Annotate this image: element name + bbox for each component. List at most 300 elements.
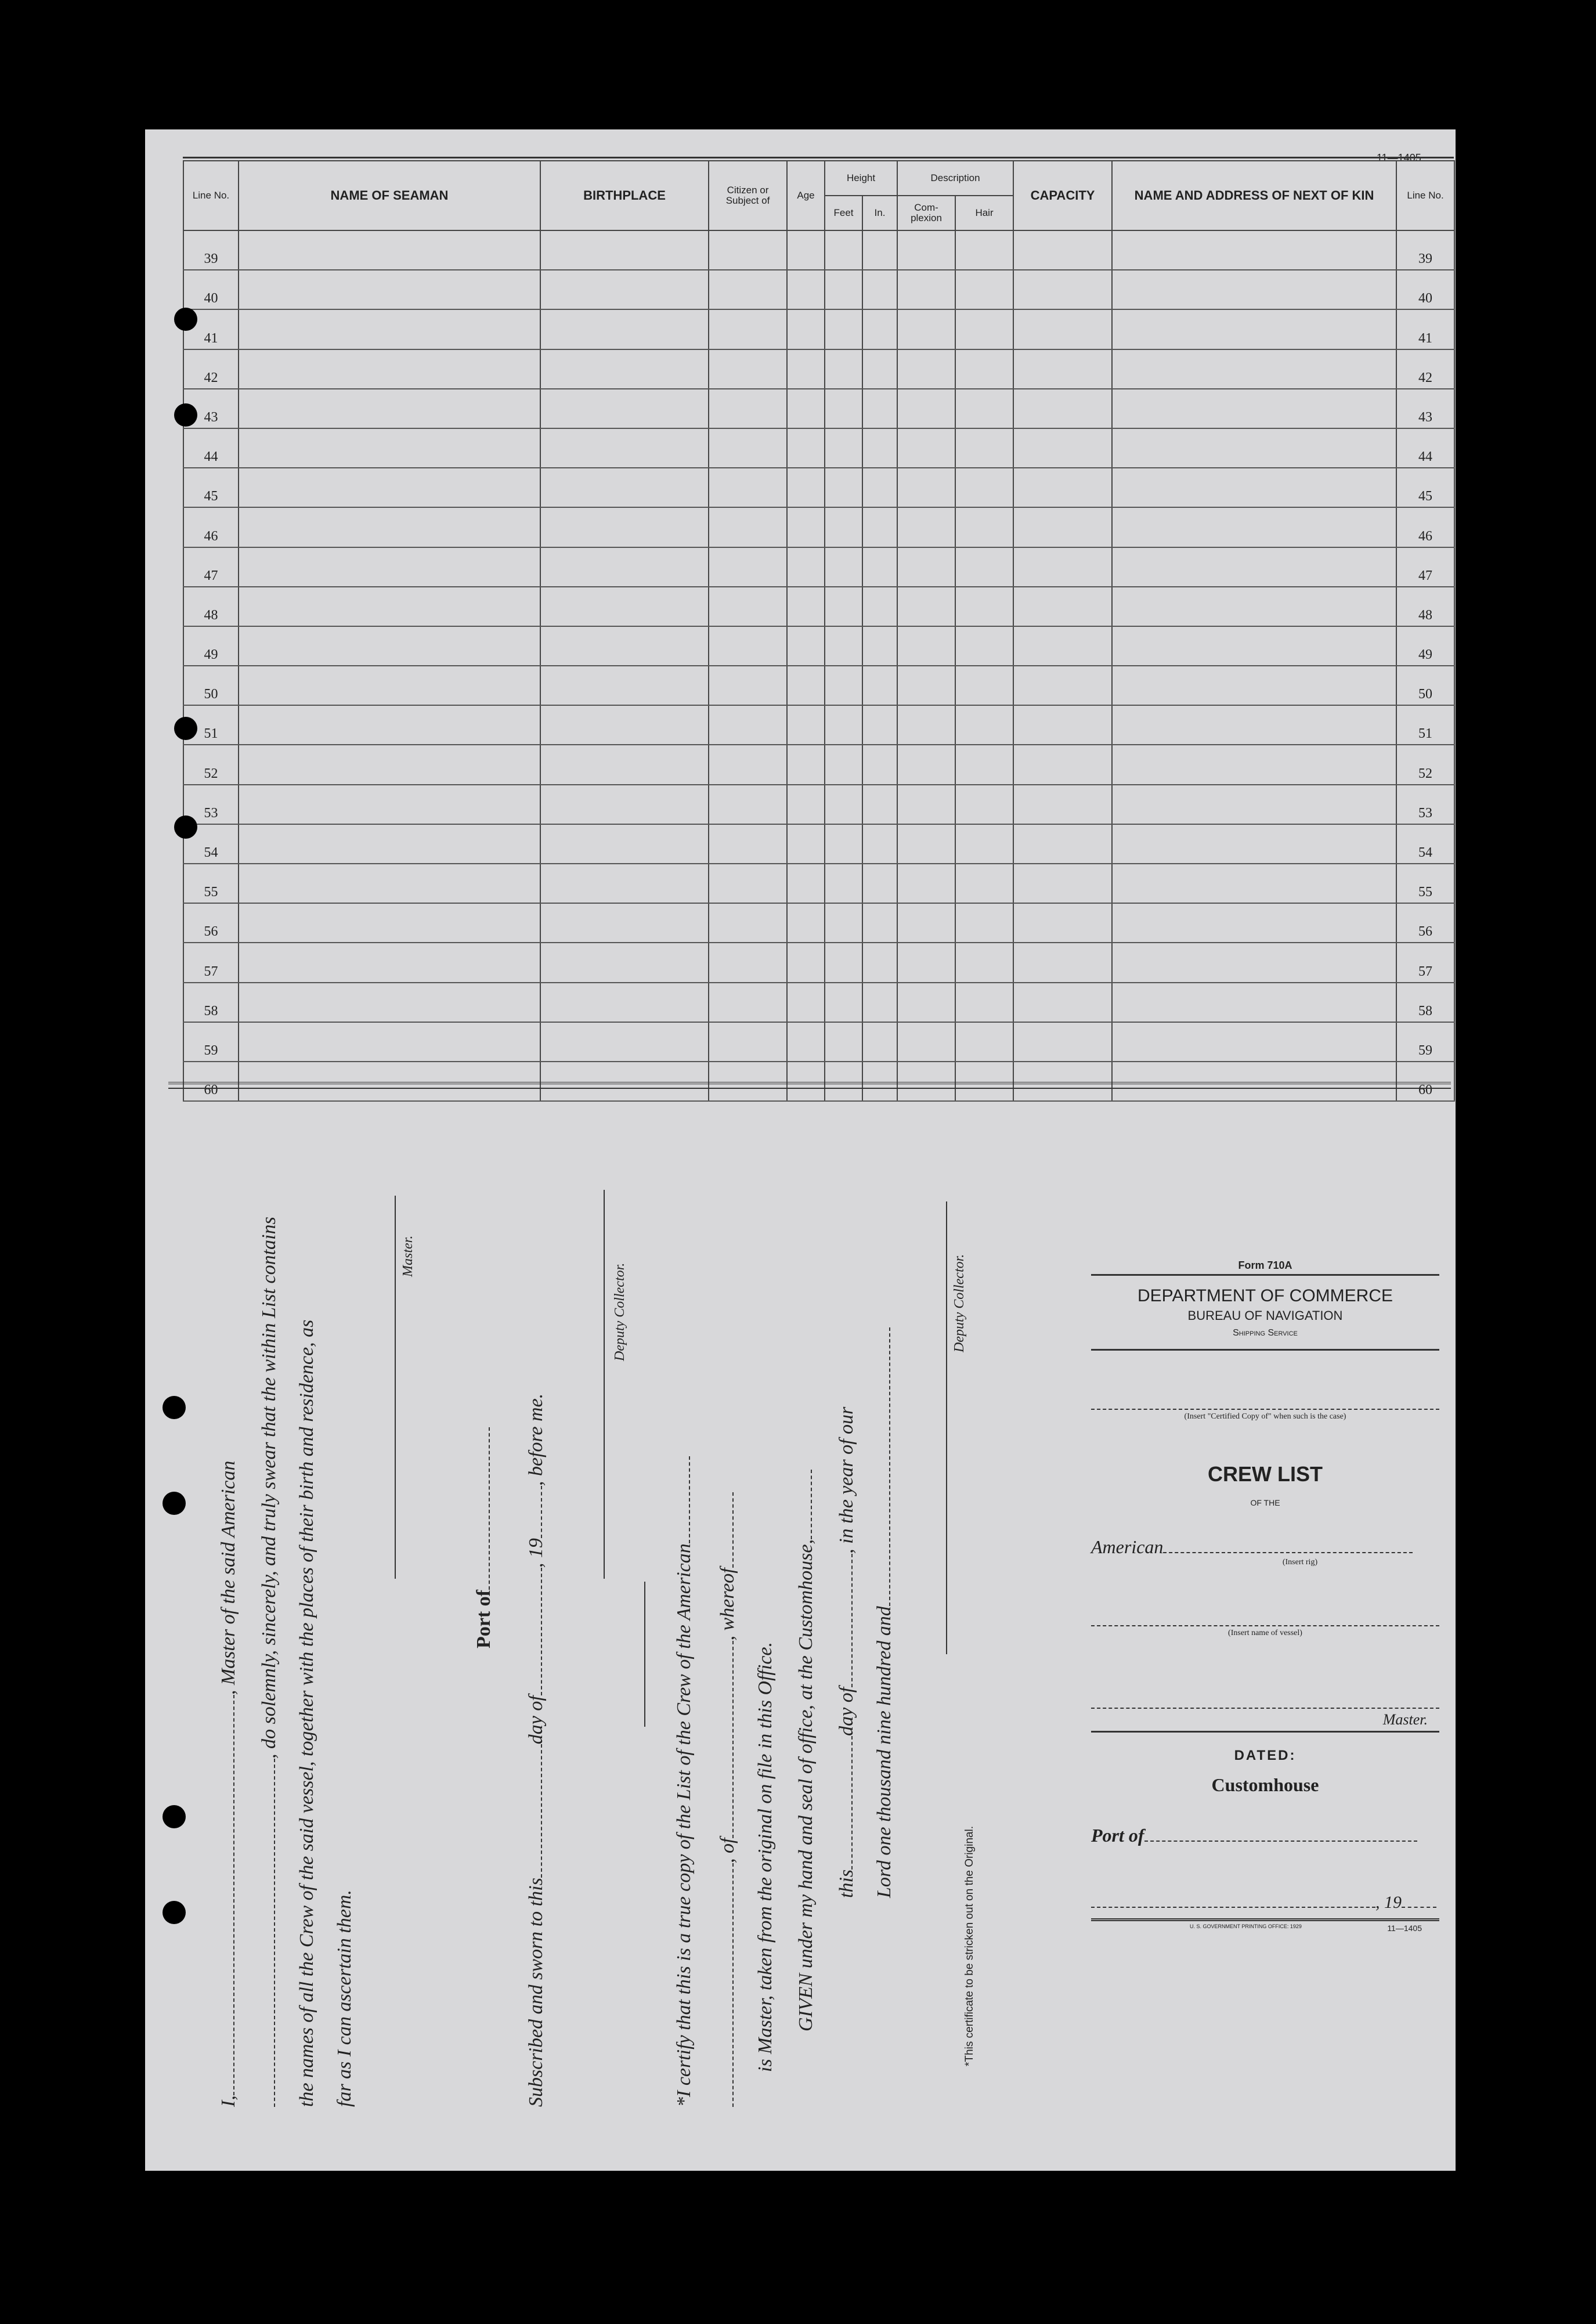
line-number-right: 57 bbox=[1396, 943, 1454, 982]
binder-hole bbox=[163, 1396, 186, 1419]
blank-cell bbox=[897, 547, 955, 587]
blank-cell bbox=[825, 309, 862, 349]
line-number-left: 45 bbox=[183, 468, 239, 507]
blank-cell bbox=[709, 785, 787, 824]
header-line-no: Line No. bbox=[183, 161, 239, 230]
certificate-line-1: *I certify that this is a true copy of the List of the Crew of the American bbox=[673, 1456, 695, 2107]
blank-cell bbox=[709, 507, 787, 547]
blank-cell bbox=[709, 270, 787, 309]
blank-cell bbox=[862, 587, 897, 626]
blank-cell bbox=[1013, 507, 1112, 547]
cover-certified-note: (Insert "Certified Copy of" when such is the case) bbox=[1184, 1412, 1346, 1421]
blank-cell bbox=[1013, 428, 1112, 468]
blank-cell bbox=[239, 587, 540, 626]
blank-cell bbox=[1013, 468, 1112, 507]
blank-cell bbox=[825, 824, 862, 864]
certificate-line-2: , of, whereof bbox=[717, 1492, 739, 2107]
table-row bbox=[183, 824, 1454, 864]
line-number-left: 52 bbox=[183, 745, 239, 784]
header-height: Height bbox=[825, 161, 897, 196]
table-row bbox=[183, 468, 1454, 507]
blank-cell bbox=[709, 389, 787, 428]
blank-cell bbox=[955, 943, 1013, 982]
blank-cell bbox=[239, 428, 540, 468]
blank-cell bbox=[862, 626, 897, 666]
line-number-right: 51 bbox=[1396, 705, 1454, 745]
blank-cell bbox=[239, 983, 540, 1022]
blank-cell bbox=[239, 507, 540, 547]
blank-cell bbox=[709, 230, 787, 270]
line-number-left: 41 bbox=[183, 309, 239, 349]
blank-cell bbox=[787, 230, 825, 270]
blank-cell bbox=[1112, 824, 1396, 864]
line-number-left: 57 bbox=[183, 943, 239, 982]
blank-cell bbox=[1112, 587, 1396, 626]
blank-cell bbox=[239, 705, 540, 745]
blank-cell bbox=[239, 468, 540, 507]
line-number-left: 60 bbox=[183, 1062, 239, 1101]
line-number-right: 50 bbox=[1396, 666, 1454, 705]
blank-cell bbox=[1112, 349, 1396, 389]
blank-cell bbox=[709, 666, 787, 705]
blank-cell bbox=[239, 745, 540, 784]
blank-cell bbox=[862, 309, 897, 349]
line-number-left: 44 bbox=[183, 428, 239, 468]
blank-cell bbox=[239, 785, 540, 824]
blank-cell bbox=[787, 468, 825, 507]
line-number-left: 39 bbox=[183, 230, 239, 270]
blank-cell bbox=[1112, 745, 1396, 784]
divider-rule bbox=[644, 1582, 645, 1727]
blank-cell bbox=[239, 230, 540, 270]
blank-cell bbox=[787, 547, 825, 587]
table-row bbox=[183, 864, 1454, 903]
blank-cell bbox=[239, 270, 540, 309]
line-number-right: 45 bbox=[1396, 468, 1454, 507]
line-number-right: 39 bbox=[1396, 230, 1454, 270]
blank-cell bbox=[239, 626, 540, 666]
cover-form-number: Form 710A bbox=[1238, 1260, 1292, 1271]
blank-cell bbox=[787, 349, 825, 389]
blank-cell bbox=[787, 983, 825, 1022]
blank-cell bbox=[825, 983, 862, 1022]
blank-cell bbox=[1013, 1022, 1112, 1062]
blank-cell bbox=[1013, 349, 1112, 389]
blank-cell bbox=[709, 428, 787, 468]
blank-cell bbox=[709, 349, 787, 389]
blank-cell bbox=[825, 587, 862, 626]
blank-cell bbox=[825, 349, 862, 389]
table-row bbox=[183, 230, 1454, 270]
blank-cell bbox=[897, 943, 955, 982]
blank-cell bbox=[1112, 507, 1396, 547]
line-number-left: 54 bbox=[183, 824, 239, 864]
blank-cell bbox=[897, 270, 955, 309]
table-row bbox=[183, 705, 1454, 745]
blank-cell bbox=[955, 547, 1013, 587]
blank-cell bbox=[897, 507, 955, 547]
blank-cell bbox=[897, 666, 955, 705]
header-feet: Feet bbox=[825, 196, 862, 230]
blank-cell bbox=[1112, 389, 1396, 428]
blank-cell bbox=[239, 309, 540, 349]
blank-cell bbox=[709, 983, 787, 1022]
line-number-left: 46 bbox=[183, 507, 239, 547]
blank-cell bbox=[709, 587, 787, 626]
binder-hole bbox=[163, 1492, 186, 1515]
blank-cell bbox=[1112, 309, 1396, 349]
blank-cell bbox=[955, 309, 1013, 349]
line-number-left: 50 bbox=[183, 666, 239, 705]
blank-cell bbox=[787, 428, 825, 468]
cover-title: CREW LIST bbox=[1208, 1462, 1323, 1486]
master-signature-line bbox=[395, 1196, 396, 1579]
blank-cell bbox=[787, 309, 825, 349]
oath-master-label: Master. bbox=[400, 1235, 416, 1277]
table-row bbox=[183, 389, 1454, 428]
blank-cell bbox=[862, 1022, 897, 1062]
crew-table-body bbox=[183, 230, 1454, 1101]
blank-cell bbox=[955, 666, 1013, 705]
blank-cell bbox=[540, 349, 709, 389]
header-description: Description bbox=[897, 161, 1013, 196]
blank-cell bbox=[540, 705, 709, 745]
blank-cell bbox=[825, 903, 862, 943]
line-number-right: 46 bbox=[1396, 507, 1454, 547]
blank-cell bbox=[897, 626, 955, 666]
blank-cell bbox=[540, 824, 709, 864]
header-capacity: CAPACITY bbox=[1013, 161, 1112, 230]
blank-cell bbox=[239, 824, 540, 864]
line-number-left: 58 bbox=[183, 983, 239, 1022]
blank-cell bbox=[1013, 745, 1112, 784]
blank-cell bbox=[239, 389, 540, 428]
cover-customhouse: Customhouse bbox=[1211, 1774, 1319, 1795]
blank-cell bbox=[897, 587, 955, 626]
blank-cell bbox=[1112, 864, 1396, 903]
blank-cell bbox=[862, 428, 897, 468]
blank-cell bbox=[862, 705, 897, 745]
line-number-left: 51 bbox=[183, 705, 239, 745]
blank-cell bbox=[1013, 547, 1112, 587]
blank-cell bbox=[955, 983, 1013, 1022]
line-number-right: 60 bbox=[1396, 1062, 1454, 1101]
line-number-left: 56 bbox=[183, 903, 239, 943]
blank-cell bbox=[1112, 785, 1396, 824]
blank-cell bbox=[897, 230, 955, 270]
blank-cell bbox=[787, 1022, 825, 1062]
blank-cell bbox=[1013, 864, 1112, 903]
blank-cell bbox=[1112, 270, 1396, 309]
table-row bbox=[183, 428, 1454, 468]
table-row bbox=[183, 666, 1454, 705]
blank-cell bbox=[1112, 547, 1396, 587]
blank-cell bbox=[239, 349, 540, 389]
header-citizen: Citizen or Subject of bbox=[709, 161, 787, 230]
blank-cell bbox=[239, 943, 540, 982]
cover-dated: DATED: bbox=[1234, 1748, 1297, 1763]
certificate-footnote: *This certificate to be stricken out on the Original. bbox=[963, 1826, 976, 2066]
blank-cell bbox=[825, 745, 862, 784]
line-number-right: 44 bbox=[1396, 428, 1454, 468]
table-row bbox=[183, 1022, 1454, 1062]
blank-cell bbox=[825, 428, 862, 468]
crew-table bbox=[183, 160, 1455, 1102]
blank-cell bbox=[897, 824, 955, 864]
blank-cell bbox=[540, 270, 709, 309]
blank-cell bbox=[862, 468, 897, 507]
table-row bbox=[183, 309, 1454, 349]
blank-cell bbox=[787, 626, 825, 666]
blank-cell bbox=[825, 864, 862, 903]
blank-cell bbox=[540, 587, 709, 626]
blank-cell bbox=[825, 666, 862, 705]
blank-cell bbox=[787, 785, 825, 824]
oath-line-3: the names of all the Crew of the said vessel, together with the places of their birth and residence, as bbox=[296, 1319, 317, 2107]
blank-cell bbox=[825, 468, 862, 507]
blank-cell bbox=[787, 903, 825, 943]
blank-cell bbox=[897, 705, 955, 745]
line-number-right: 52 bbox=[1396, 745, 1454, 784]
certificate-line-6: Lord one thousand nine hundred and bbox=[873, 1327, 896, 1898]
line-number-left: 42 bbox=[183, 349, 239, 389]
blank-cell bbox=[787, 824, 825, 864]
blank-cell bbox=[239, 666, 540, 705]
blank-cell bbox=[955, 1022, 1013, 1062]
blank-cell bbox=[897, 309, 955, 349]
blank-cell bbox=[955, 903, 1013, 943]
blank-cell bbox=[1013, 626, 1112, 666]
line-number-right: 48 bbox=[1396, 587, 1454, 626]
oath-deputy-label: Deputy Collector. bbox=[612, 1262, 627, 1361]
blank-cell bbox=[787, 587, 825, 626]
blank-cell bbox=[540, 230, 709, 270]
table-row bbox=[183, 547, 1454, 587]
blank-cell bbox=[862, 943, 897, 982]
form-code-top: 11—1405 bbox=[1377, 152, 1421, 164]
blank-cell bbox=[540, 428, 709, 468]
blank-cell bbox=[540, 507, 709, 547]
blank-cell bbox=[540, 547, 709, 587]
line-number-right: 59 bbox=[1396, 1022, 1454, 1062]
cover-panel bbox=[1091, 1260, 1439, 1933]
blank-cell bbox=[1112, 428, 1396, 468]
cover-service: Shipping Service bbox=[1233, 1328, 1298, 1338]
cover-department: DEPARTMENT OF COMMERCE bbox=[1137, 1286, 1393, 1305]
blank-cell bbox=[1013, 983, 1112, 1022]
blank-cell bbox=[709, 864, 787, 903]
table-row bbox=[183, 745, 1454, 784]
line-number-right: 55 bbox=[1396, 864, 1454, 903]
table-row bbox=[183, 903, 1454, 943]
blank-cell bbox=[787, 943, 825, 982]
blank-cell bbox=[825, 389, 862, 428]
blank-cell bbox=[1112, 903, 1396, 943]
line-number-left: 43 bbox=[183, 389, 239, 428]
blank-cell bbox=[825, 785, 862, 824]
blank-cell bbox=[955, 785, 1013, 824]
blank-cell bbox=[862, 230, 897, 270]
blank-cell bbox=[540, 864, 709, 903]
blank-cell bbox=[862, 785, 897, 824]
table-row bbox=[183, 983, 1454, 1022]
blank-cell bbox=[709, 547, 787, 587]
blank-cell bbox=[955, 626, 1013, 666]
blank-cell bbox=[897, 785, 955, 824]
oath-subscribed: Subscribed and sworn to thisday of, 19, before me. bbox=[525, 1393, 547, 2107]
blank-cell bbox=[787, 389, 825, 428]
header-complexion: Com-plexion bbox=[897, 196, 955, 230]
blank-cell bbox=[1013, 666, 1112, 705]
header-line-no-right: Line No. bbox=[1396, 161, 1454, 230]
blank-cell bbox=[955, 587, 1013, 626]
line-number-right: 53 bbox=[1396, 785, 1454, 824]
blank-cell bbox=[1112, 468, 1396, 507]
oath-line-1: I,, Master of the said American bbox=[218, 1460, 239, 2107]
blank-cell bbox=[897, 389, 955, 428]
blank-cell bbox=[787, 745, 825, 784]
line-number-right: 56 bbox=[1396, 903, 1454, 943]
table-row bbox=[183, 349, 1454, 389]
blank-cell bbox=[540, 1022, 709, 1062]
line-number-left: 55 bbox=[183, 864, 239, 903]
blank-cell bbox=[1013, 309, 1112, 349]
blank-cell bbox=[709, 468, 787, 507]
blank-cell bbox=[540, 309, 709, 349]
cover-master-label: Master. bbox=[1382, 1711, 1428, 1728]
oath-line-4: far as I can ascertain them. bbox=[334, 1890, 355, 2107]
deputy-signature-line bbox=[604, 1190, 605, 1579]
blank-cell bbox=[825, 507, 862, 547]
blank-cell bbox=[955, 389, 1013, 428]
blank-cell bbox=[862, 547, 897, 587]
binder-hole bbox=[174, 815, 197, 839]
blank-cell bbox=[955, 349, 1013, 389]
line-number-right: 42 bbox=[1396, 349, 1454, 389]
blank-cell bbox=[1112, 983, 1396, 1022]
blank-cell bbox=[1013, 943, 1112, 982]
blank-cell bbox=[239, 547, 540, 587]
header-birthplace: BIRTHPLACE bbox=[540, 161, 709, 230]
blank-cell bbox=[862, 507, 897, 547]
header-age: Age bbox=[787, 161, 825, 230]
blank-cell bbox=[1013, 705, 1112, 745]
blank-cell bbox=[540, 389, 709, 428]
cover-american-line: American bbox=[1091, 1536, 1439, 1558]
cover-port-of-line: Port of bbox=[1091, 1825, 1439, 1846]
top-rule bbox=[183, 157, 1454, 158]
blank-cell bbox=[862, 270, 897, 309]
header-next-of-kin: NAME AND ADDRESS OF NEXT OF KIN bbox=[1112, 161, 1396, 230]
blank-cell bbox=[897, 468, 955, 507]
line-number-right: 54 bbox=[1396, 824, 1454, 864]
blank-cell bbox=[709, 824, 787, 864]
blank-cell bbox=[540, 468, 709, 507]
blank-cell bbox=[955, 864, 1013, 903]
cover-of-the: OF THE bbox=[1250, 1498, 1280, 1507]
blank-cell bbox=[787, 864, 825, 903]
blank-cell bbox=[540, 903, 709, 943]
blank-cell bbox=[787, 705, 825, 745]
blank-cell bbox=[825, 705, 862, 745]
blank-cell bbox=[787, 507, 825, 547]
blank-cell bbox=[1112, 1022, 1396, 1062]
blank-cell bbox=[239, 903, 540, 943]
line-number-right: 47 bbox=[1396, 547, 1454, 587]
oath-port-of: Port of bbox=[473, 1427, 495, 1648]
blank-cell bbox=[955, 230, 1013, 270]
line-number-right: 43 bbox=[1396, 389, 1454, 428]
blank-cell bbox=[862, 983, 897, 1022]
header-inches: In. bbox=[862, 196, 897, 230]
blank-cell bbox=[955, 468, 1013, 507]
blank-cell bbox=[787, 666, 825, 705]
blank-cell bbox=[709, 1022, 787, 1062]
blank-cell bbox=[897, 983, 955, 1022]
blank-cell bbox=[862, 745, 897, 784]
table-row bbox=[183, 587, 1454, 626]
blank-cell bbox=[825, 547, 862, 587]
blank-cell bbox=[709, 705, 787, 745]
blank-cell bbox=[1013, 389, 1112, 428]
blank-cell bbox=[1112, 230, 1396, 270]
blank-cell bbox=[955, 428, 1013, 468]
blank-cell bbox=[955, 507, 1013, 547]
blank-cell bbox=[897, 864, 955, 903]
line-number-left: 53 bbox=[183, 785, 239, 824]
line-number-left: 49 bbox=[183, 626, 239, 666]
blank-cell bbox=[862, 903, 897, 943]
blank-cell bbox=[540, 626, 709, 666]
table-bottom-rule bbox=[168, 1082, 1451, 1089]
blank-cell bbox=[825, 230, 862, 270]
table-row bbox=[183, 507, 1454, 547]
blank-cell bbox=[239, 1022, 540, 1062]
blank-cell bbox=[1112, 705, 1396, 745]
cover-insert-rig: (Insert rig) bbox=[1282, 1558, 1318, 1567]
blank-cell bbox=[709, 745, 787, 784]
certificate-deputy-label: Deputy Collector. bbox=[952, 1254, 967, 1352]
table-row bbox=[183, 943, 1454, 982]
blank-cell bbox=[1013, 587, 1112, 626]
blank-cell bbox=[897, 428, 955, 468]
blank-cell bbox=[1013, 785, 1112, 824]
certificate-line-3: is Master, taken from the original on file in this Office. bbox=[754, 1641, 776, 2072]
blank-cell bbox=[1013, 230, 1112, 270]
blank-cell bbox=[709, 309, 787, 349]
blank-cell bbox=[955, 705, 1013, 745]
cover-date-line: , 19 bbox=[1091, 1893, 1439, 1912]
binder-hole bbox=[174, 717, 197, 740]
table-row bbox=[183, 785, 1454, 824]
header-hair: Hair bbox=[955, 196, 1013, 230]
binder-hole bbox=[163, 1805, 186, 1828]
blank-cell bbox=[955, 745, 1013, 784]
blank-cell bbox=[540, 745, 709, 784]
binder-hole bbox=[174, 403, 197, 427]
line-number-right: 40 bbox=[1396, 270, 1454, 309]
blank-cell bbox=[239, 864, 540, 903]
certificate-deputy-line bbox=[946, 1201, 947, 1654]
blank-cell bbox=[897, 745, 955, 784]
blank-cell bbox=[1112, 943, 1396, 982]
blank-cell bbox=[897, 349, 955, 389]
blank-cell bbox=[1013, 270, 1112, 309]
certificate-line-5: thisday of, in the year of our bbox=[836, 1406, 857, 1898]
table-row bbox=[183, 270, 1454, 309]
table-row bbox=[183, 626, 1454, 666]
line-number-left: 47 bbox=[183, 547, 239, 587]
